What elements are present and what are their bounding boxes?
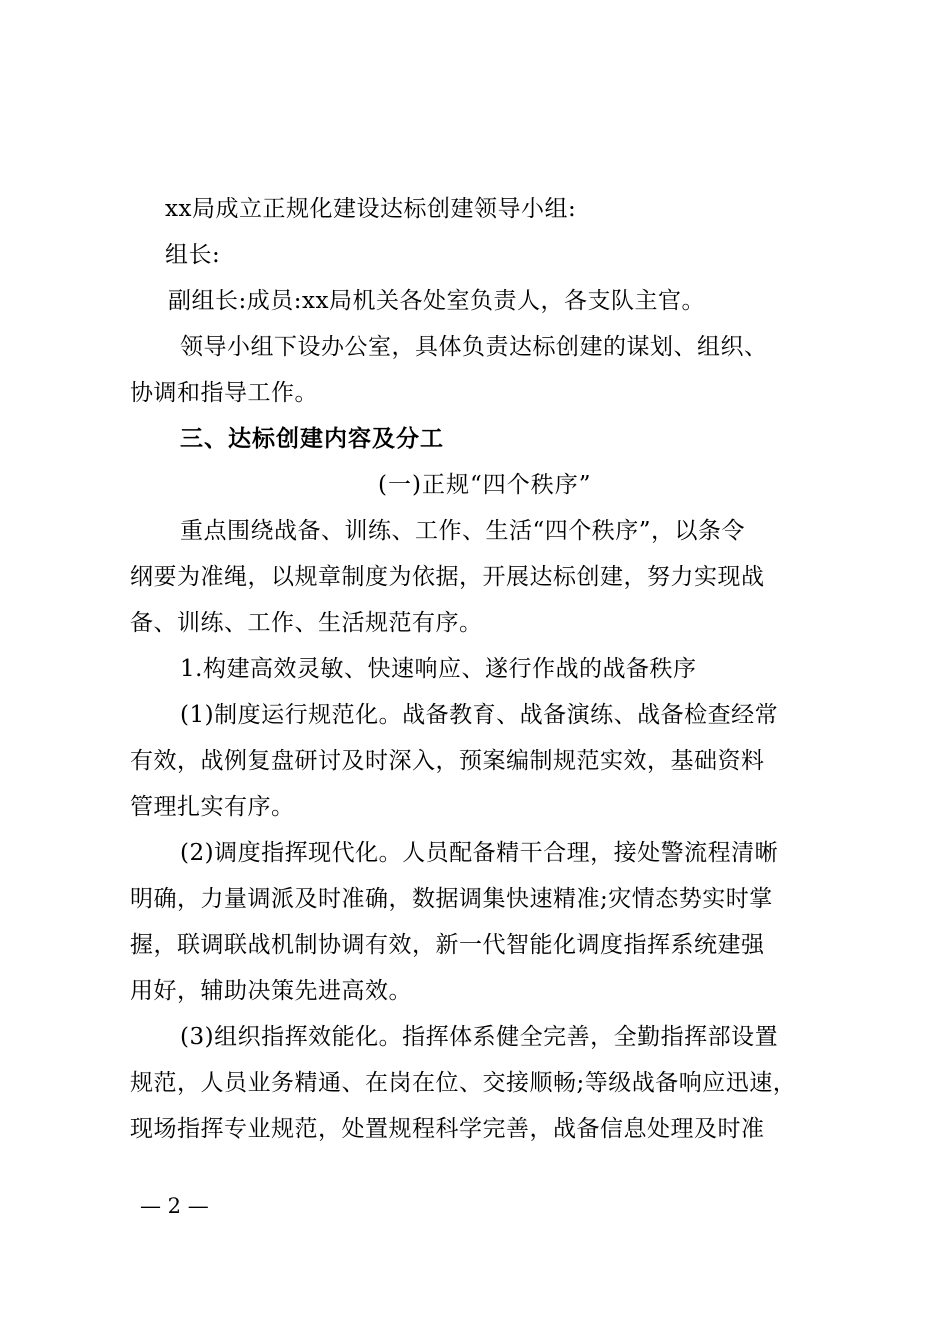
text-line: 副组长:成员:xx局机关各处室负责人，各支队主官。 [168,288,705,314]
text-line: xx局成立正规化建设达标创建领导小组: [165,196,577,222]
paragraph-line: (3)组织指挥效能化。指挥体系健全完善，全勤指挥部设置 [180,1024,779,1050]
text-line: 领导小组下设办公室，具体负责达标创建的谋划、组织、 [180,334,768,360]
subsection-heading: (一)正规“四个秩序” [378,472,592,498]
paragraph-line: 纲要为准绳，以规章制度为依据，开展达标创建，努力实现战 [130,564,765,590]
text-line: 组长: [165,242,221,268]
paragraph-line: 有效，战例复盘研讨及时深入，预案编制规范实效，基础资料 [130,748,765,774]
paragraph-line: 1.构建高效灵敏、快速响应、遂行作战的战备秩序 [180,656,697,682]
paragraph-line: 现场指挥专业规范，处置规程科学完善，战备信息处理及时准 [130,1116,765,1142]
paragraph-line: 管理扎实有序。 [130,794,295,820]
paragraph-line: 握，联调联战机制协调有效，新一代智能化调度指挥系统建强 [130,932,765,958]
paragraph-line: 重点围绕战备、训练、工作、生活“四个秩序”，以条令 [180,518,746,544]
text-line: 协调和指导工作。 [130,380,318,406]
paragraph-line: (2)调度指挥现代化。人员配备精干合理，接处警流程清晰 [180,840,779,866]
paragraph-line: 明确，力量调派及时准确，数据调集快速精准;灾情态势实时掌 [130,886,773,912]
section-heading: 三、达标创建内容及分工 [180,426,444,452]
paragraph-line: 规范，人员业务精通、在岗在位、交接顺畅;等级战备响应迅速， [130,1070,797,1096]
paragraph-line: 用好，辅助决策先进高效。 [130,978,412,1004]
paragraph-line: (1)制度运行规范化。战备教育、战备演练、战备检查经常 [180,702,779,728]
paragraph-line: 备、训练、工作、生活规范有序。 [130,610,483,636]
page-number: — 2 — [140,1194,209,1218]
